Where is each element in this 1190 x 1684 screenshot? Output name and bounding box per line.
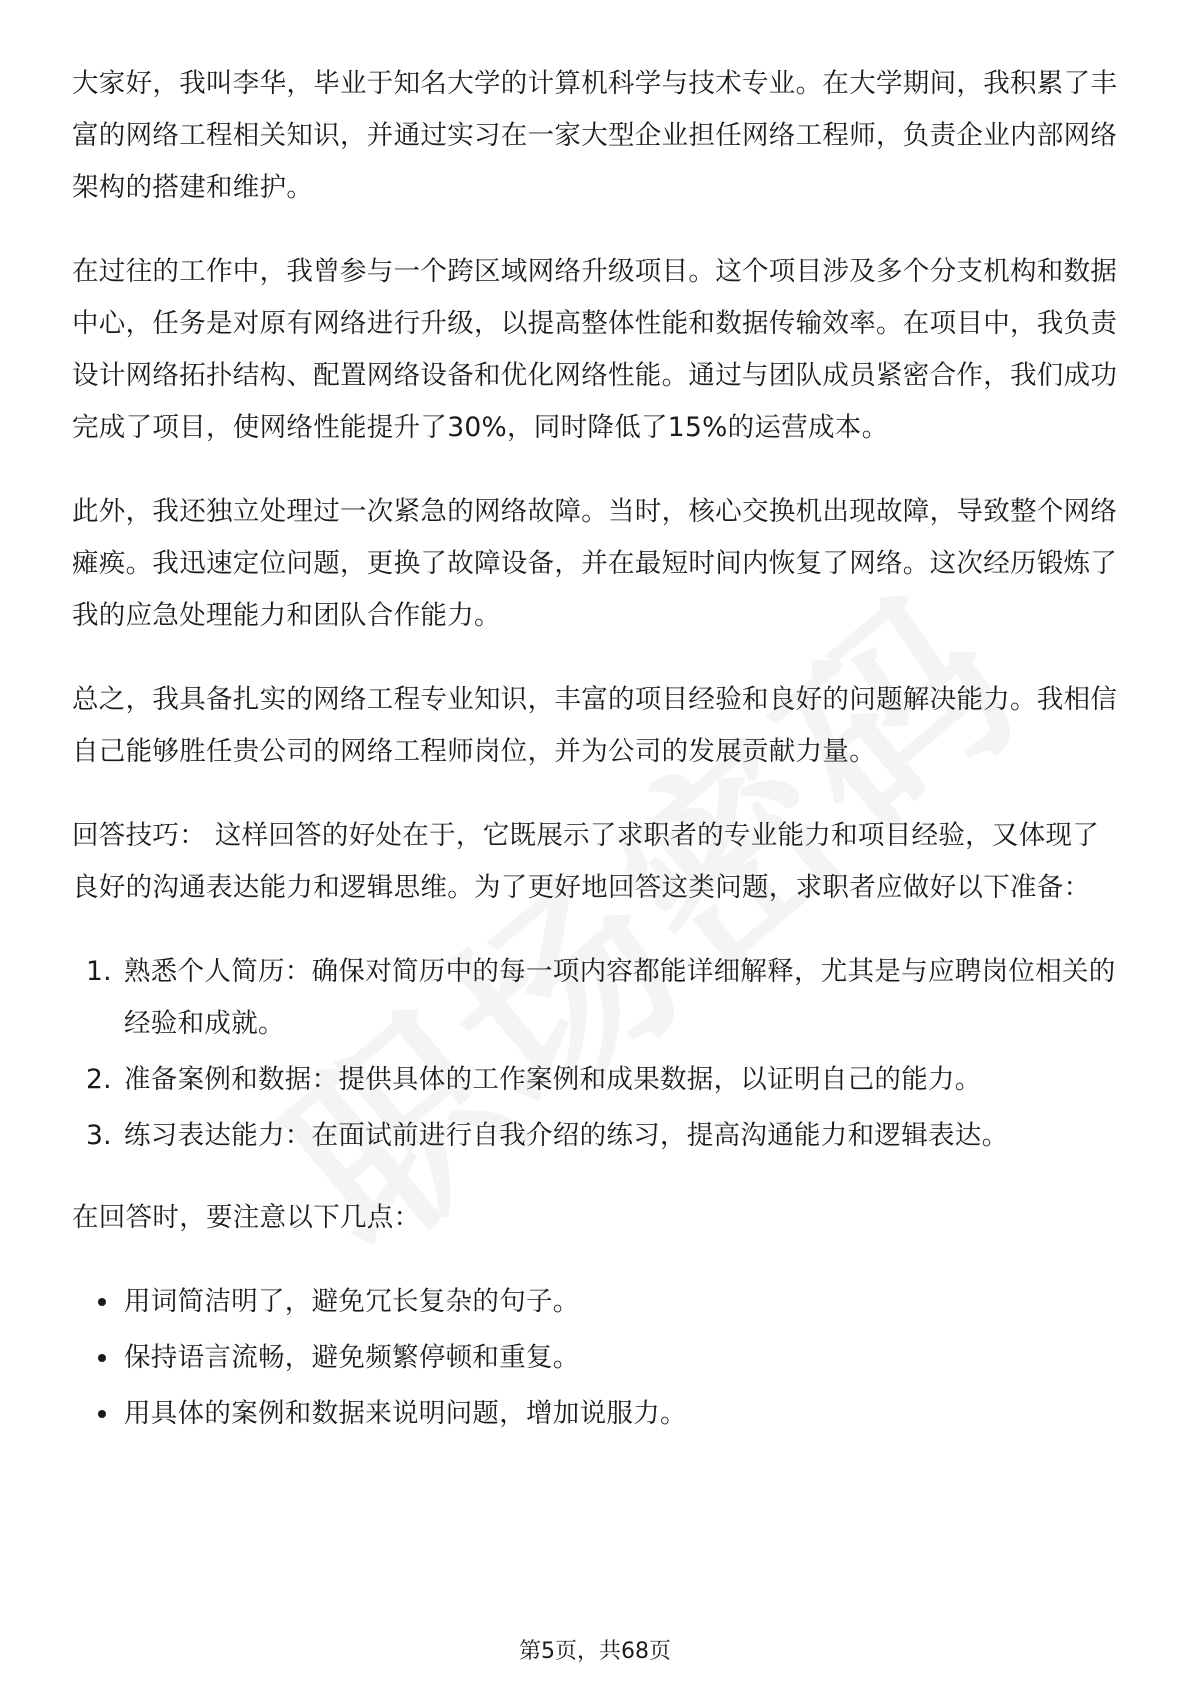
paragraph-tips: 回答技巧： 这样回答的好处在于，它既展示了求职者的专业能力和项目经验，又体现了良好的沟通表达能力和逻辑思维。为了更好地回答这类问题，求职者应做好以下准备： <box>72 820 1100 903</box>
list-item <box>72 1388 1122 1440</box>
paragraph-incident: 此外，我还独立处理过一次紧急的网络故障。当时，核心交换机出现故障，导致整个网络瘫痪。我迅速定位问题，更换了故障设备，并在最短时间内恢复了网络。这次经历锻炼了我的应急处理能力和团队合作能力。 <box>72 496 1118 631</box>
list-item <box>72 1054 1122 1106</box>
bullet-icon <box>98 1298 106 1306</box>
list-item <box>72 1332 1122 1384</box>
paragraph-notes-intro: 在回答时，要注意以下几点： <box>72 1202 421 1233</box>
list-item-text: 熟悉个人简历：确保对简历中的每一项内容都能详细解释，尤其是与应聘岗位相关的经验和成就。 <box>124 956 1116 1039</box>
paragraph-intro: 大家好，我叫李华，毕业于知名大学的计算机科学与技术专业。在大学期间，我积累了丰富的网络工程相关知识，并通过实习在一家大型企业担任网络工程师，负责企业内部网络架构的搭建和维护。 <box>72 68 1118 203</box>
list-number: 2. <box>86 1064 112 1095</box>
paragraph-summary: 总之，我具备扎实的网络工程专业知识，丰富的项目经验和良好的问题解决能力。我相信自己能够胜任贵公司的网络工程师岗位，并为公司的发展贡献力量。 <box>72 684 1118 767</box>
preparation-list <box>72 946 1122 1162</box>
list-item <box>72 1276 1122 1328</box>
list-number: 1. <box>86 956 112 987</box>
list-number: 3. <box>86 1120 112 1151</box>
list-item-text: 用具体的案例和数据来说明问题，增加说服力。 <box>124 1398 687 1429</box>
list-item-text: 练习表达能力：在面试前进行自我介绍的练习，提高沟通能力和逻辑表达。 <box>124 1120 1009 1151</box>
tips-list <box>72 1276 1122 1440</box>
page-number: 第5页，共68页 <box>519 1639 671 1664</box>
paragraph-project: 在过往的工作中，我曾参与一个跨区域网络升级项目。这个项目涉及多个分支机构和数据中心，任务是对原有网络进行升级，以提高整体性能和数据传输效率。在项目中，我负责设计网络拓扑结构、配置网络设备和优化网络性能。通过与团队成员紧密合作，我们成功完成了项目，使网络性能提升了30%，同时降低了15%的运营成本。 <box>72 256 1118 443</box>
page-content <box>72 58 1122 1444</box>
bullet-icon <box>98 1410 106 1418</box>
list-item-text: 准备案例和数据：提供具体的工作案例和成果数据，以证明自己的能力。 <box>124 1064 982 1095</box>
list-item <box>72 946 1122 1050</box>
list-item <box>72 1110 1122 1162</box>
list-item-text: 用词简洁明了，避免冗长复杂的句子。 <box>124 1286 580 1317</box>
bullet-icon <box>98 1354 106 1362</box>
list-item-text: 保持语言流畅，避免频繁停顿和重复。 <box>124 1342 580 1373</box>
